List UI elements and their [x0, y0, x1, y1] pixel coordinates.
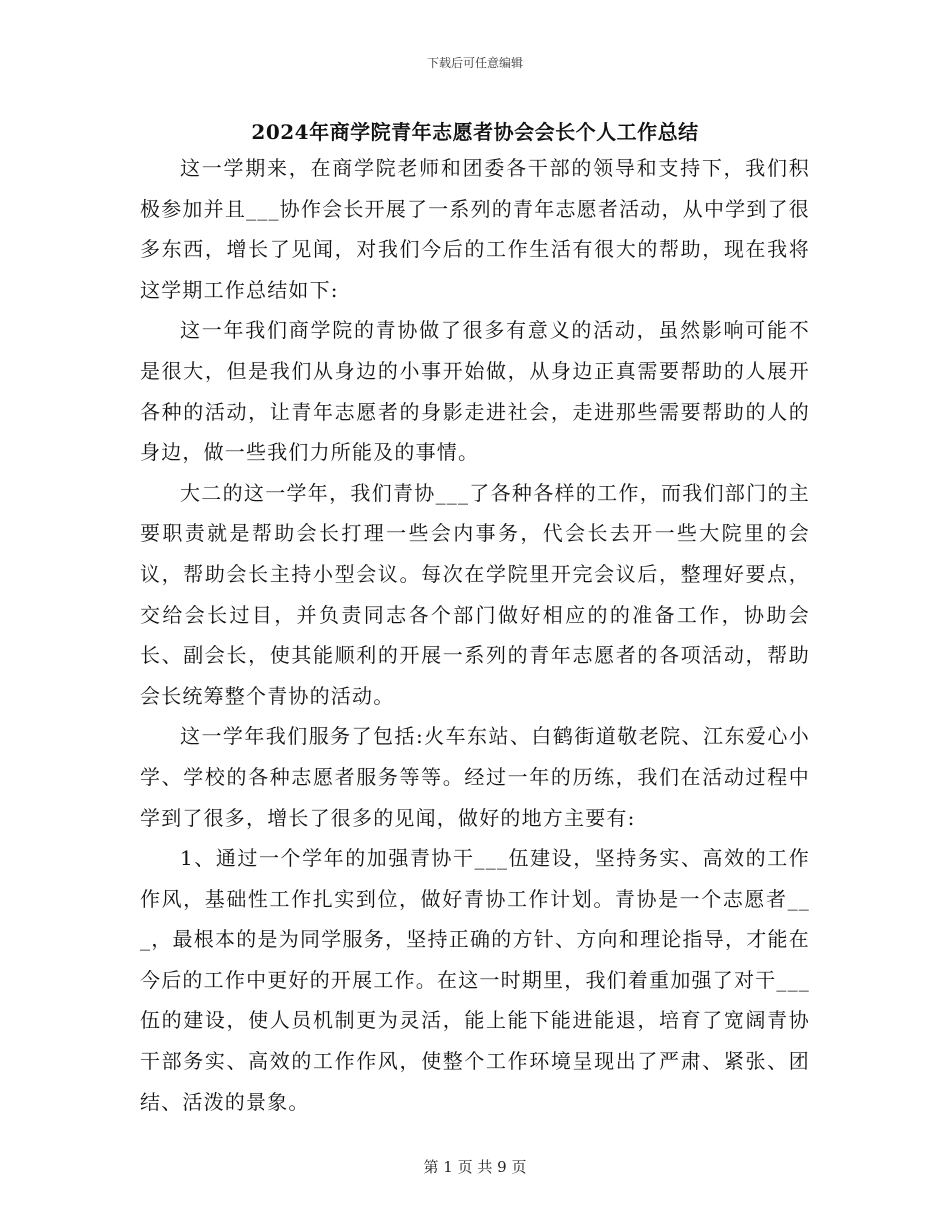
- header-note: 下载后可任意编辑: [426, 56, 523, 70]
- document-title: 2024年商学院青年志愿者协会会长个人工作总结: [251, 120, 699, 144]
- paragraph: 大二的这一学年，我们青协___了各种各样的工作，而我们部门的主要职责就是帮助会长打理一些会内事务，代会长去开一些大院里的会议，帮助会长主持小型会议。每次在学院里开完会议后，整理好要点，交给会长过目，并负责同志各个部门做好相应的的准备工作，协助会长、副会长，使其能顺利的开展一系列的青年志愿者的各项活动，帮助会长统筹整个青协的活动。: [140, 480, 810, 708]
- document-body: [140, 148, 810, 1122]
- paragraph: 这一年我们商学院的青协做了很多有意义的活动，虽然影响可能不是很大，但是我们从身边的小事开始做，从身边正真需要帮助的人展开各种的活动，让青年志愿者的身影走进社会，走进那些需要帮助的人的身边，做一些我们力所能及的事情。: [140, 318, 810, 465]
- paragraph: 1、通过一个学年的加强青协干___伍建设，坚持务实、高效的工作作风，基础性工作扎实到位，做好青协工作计划。青协是一个志愿者___，最根本的是为同学服务，坚持正确的方针、方向和理论指导，才能在今后的工作中更好的开展工作。在这一时期里，我们着重加强了对干___伍的建设，使人员机制更为灵活，能上能下能进能退，培育了宽阔青协干部务实、高效的工作作风，使整个工作环境呈现出了严肃、紧张、团结、活泼的景象。: [140, 846, 810, 1114]
- page-number-footer: 第 1 页 共 9 页: [423, 1158, 527, 1176]
- paragraph: 这一学年我们服务了包括:火车东站、白鹤街道敬老院、江东爱心小学、学校的各种志愿者服务等等。经过一年的历练，我们在活动过程中学到了很多，增长了很多的见闻，做好的地方主要有:: [140, 724, 810, 830]
- paragraph: 这一学期来，在商学院老师和团委各干部的领导和支持下，我们积极参加并且___协作会长开展了一系列的青年志愿者活动，从中学到了很多东西，增长了见闻，对我们今后的工作生活有很大的帮助，现在我将这学期工作总结如下:: [140, 156, 810, 302]
